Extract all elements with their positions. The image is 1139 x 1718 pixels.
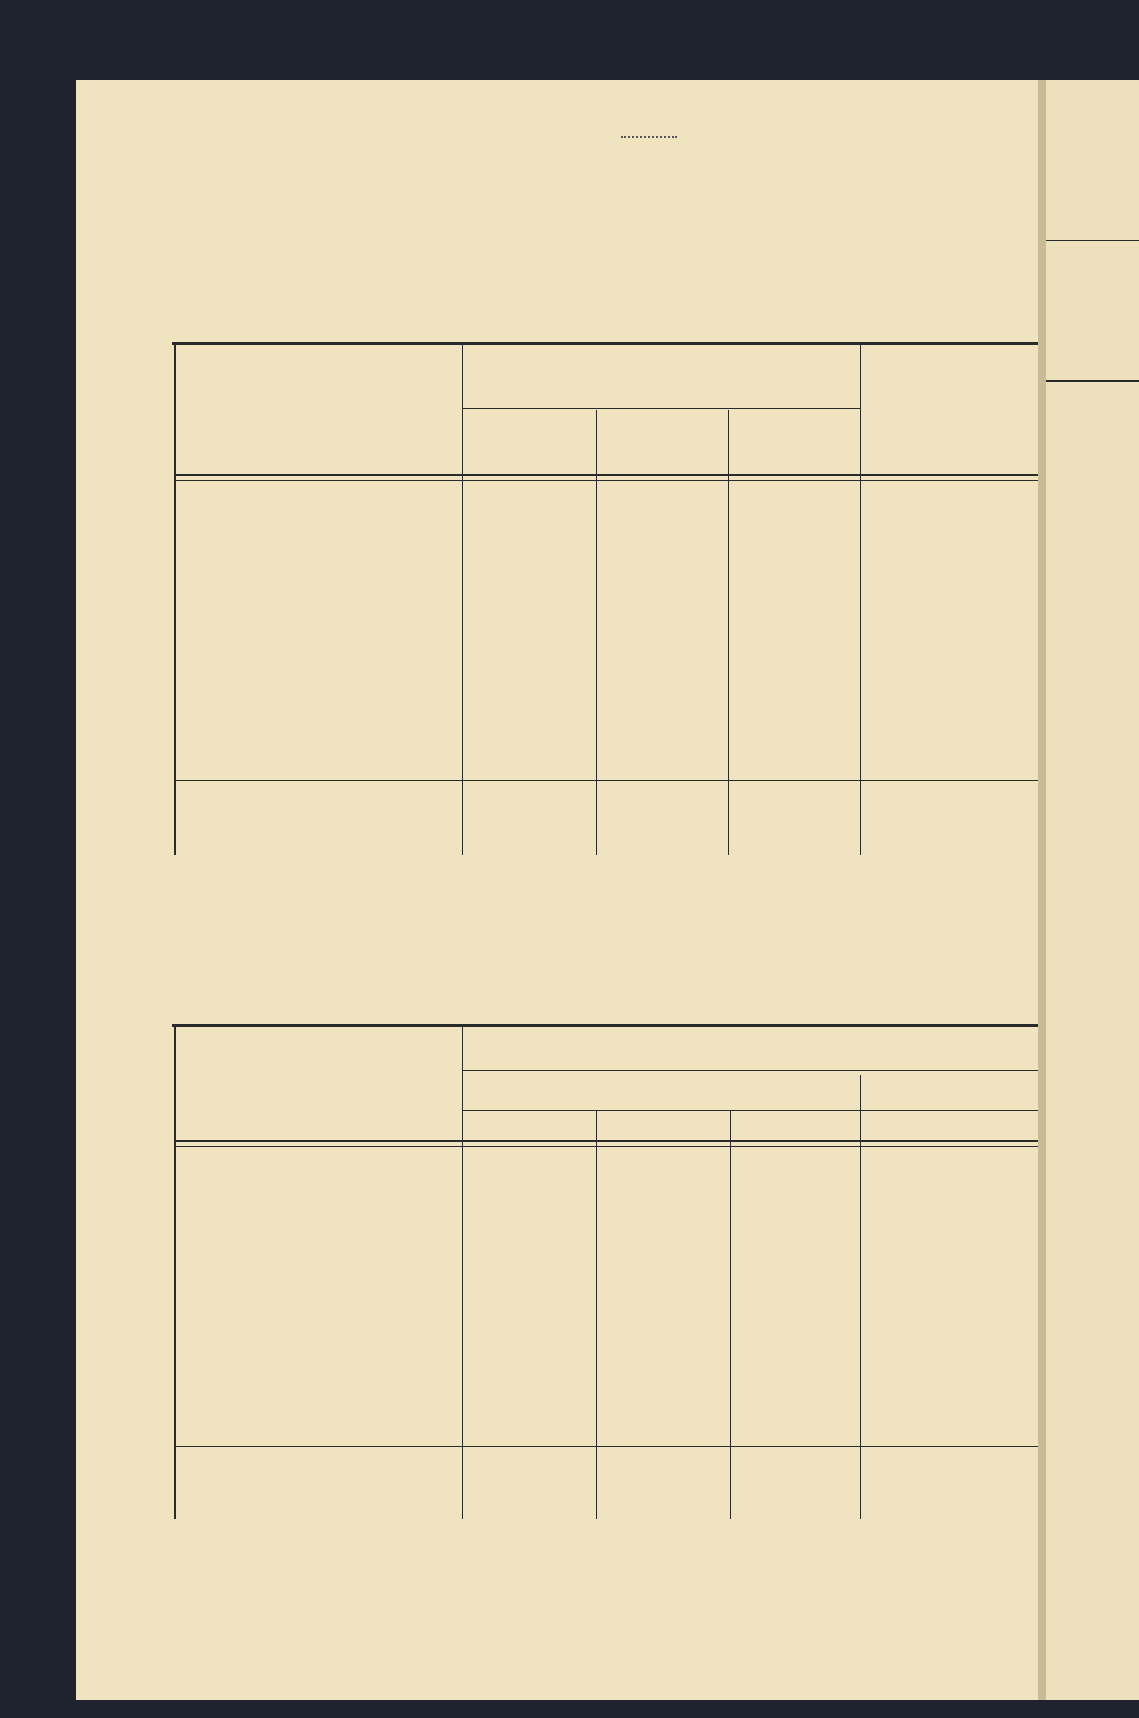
intro-paragraph (188, 226, 1028, 263)
next-page-fragment (1046, 80, 1139, 1700)
ornament-divider (621, 130, 677, 138)
book-page (76, 80, 1042, 1700)
